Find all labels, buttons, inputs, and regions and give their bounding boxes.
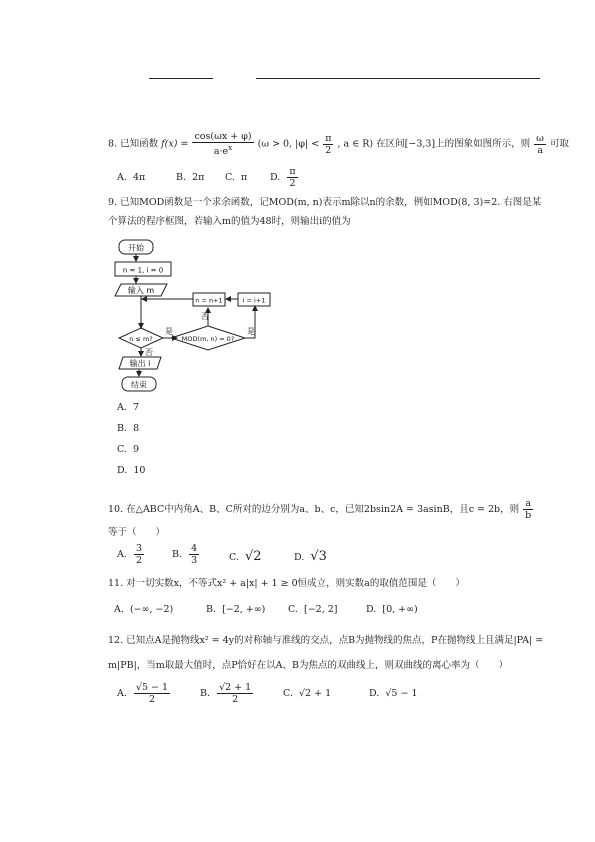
pi-numerator: π <box>325 132 332 144</box>
option-label: B. <box>172 549 183 560</box>
function-label: f(x) = <box>161 138 189 150</box>
q8-option-a <box>117 172 145 183</box>
option-label: A. <box>117 172 127 183</box>
option-value: √2 <box>245 549 262 564</box>
question-number: 10. <box>108 504 124 515</box>
option-label: C. <box>117 444 127 455</box>
denominator-exponent: x <box>228 144 233 152</box>
option-value: [0, +∞) <box>382 604 418 615</box>
question-11 <box>108 577 465 590</box>
question-text-line1: 已知MOD函数是一个求余函数，记MOD(m, n)表示m除以n的余数，例如MOD(8, 3)=2. 右图是某 <box>120 197 542 208</box>
option-value: √3 <box>310 549 327 564</box>
q9-option-d <box>117 465 145 476</box>
option-numerator: 3 <box>135 543 142 554</box>
a-over-b <box>523 498 533 521</box>
option-label: B. <box>206 604 217 615</box>
question-text-line2: m|PB|，当m取最大值时，点P恰好在以A、B为焦点的双曲线上，则双曲线的离心率为（ ） <box>108 660 509 671</box>
option-label: C. <box>288 604 298 615</box>
question-number: 8. <box>108 138 118 150</box>
input-label: 输入 m <box>127 286 155 295</box>
q11-option-c <box>288 604 338 615</box>
header-rule-right <box>256 78 540 79</box>
option-value: [−2, 2] <box>304 604 338 615</box>
question-text-line1: 已知点A是抛物线x² = 4y的对称轴与准线的交点，点B为抛物线的焦点，P在抛物线上且满足|PA| = <box>126 635 544 646</box>
ratio-numerator: ω <box>536 132 544 144</box>
q8-option-d <box>270 166 299 189</box>
question-8 <box>108 131 569 157</box>
n-inc-label: n = n+1 <box>195 296 223 305</box>
option-label: A. <box>117 688 127 699</box>
option-value: 10 <box>133 465 146 476</box>
option-fraction <box>134 682 170 705</box>
no-label-n: 否 <box>145 348 153 357</box>
fraction-denominator <box>212 143 234 157</box>
yes-label-mod: 是 <box>247 327 255 336</box>
option-fraction <box>287 166 297 189</box>
condition-text: (ω > 0, |φ| < <box>257 138 320 150</box>
no-label-mod: 否 <box>201 312 209 321</box>
q10-option-b <box>172 543 200 566</box>
pi-over-two <box>323 133 333 156</box>
q12-option-b <box>200 682 254 705</box>
option-value: 9 <box>133 444 140 455</box>
q10-option-c <box>229 549 262 564</box>
option-denominator: 3 <box>191 555 198 566</box>
option-label: B. <box>176 172 187 183</box>
q10-option-a <box>117 543 145 566</box>
option-label: A. <box>117 549 127 560</box>
option-label: B. <box>200 688 211 699</box>
q12-option-d <box>369 688 418 699</box>
ratio-denominator: a <box>537 144 543 156</box>
question-text: 已知函数 <box>120 138 159 150</box>
ratio-denominator: b <box>525 510 532 521</box>
question-12 <box>108 634 543 672</box>
option-value: 2π <box>192 172 205 183</box>
question-9 <box>108 196 541 228</box>
pi-denominator: 2 <box>325 144 332 156</box>
cond-n-label: n ≤ m? <box>129 335 153 343</box>
option-label: A. <box>117 402 127 413</box>
option-fraction <box>217 682 253 705</box>
option-label: D. <box>270 172 281 183</box>
option-numerator: π <box>289 166 296 177</box>
question-text-line2: 个算法的程序框图，若输入m的值为48时，则输出i的值为 <box>108 216 351 227</box>
option-label: A. <box>114 604 124 615</box>
q9-option-c <box>117 444 139 455</box>
option-denominator: 2 <box>148 694 156 705</box>
function-fraction <box>192 131 253 157</box>
option-label: D. <box>117 465 128 476</box>
q8-option-b <box>176 172 204 183</box>
option-denominator: 2 <box>135 555 142 566</box>
fraction-numerator: cos(ωx + φ) <box>194 131 252 142</box>
condition-end: , a ∈ R) <box>337 138 374 150</box>
q12-option-a <box>117 682 171 705</box>
question-text-end: 可取 <box>549 138 569 150</box>
option-value: √2 + 1 <box>299 688 332 699</box>
option-value: 8 <box>133 423 140 434</box>
option-label: B. <box>117 423 128 434</box>
option-denominator: 2 <box>232 694 239 705</box>
q12-option-c <box>283 688 331 699</box>
option-label: D. <box>366 604 377 615</box>
option-label: C. <box>225 172 235 183</box>
q9-option-b <box>117 423 139 434</box>
option-fraction <box>134 543 144 566</box>
omega-over-a <box>534 133 546 156</box>
ratio-numerator: a <box>525 498 532 509</box>
question-text-after: 在区间[−3,3]上的图象如图所示，则 <box>376 138 531 150</box>
q8-option-c <box>225 172 247 183</box>
question-10-line2: 等于（ ） <box>108 527 166 538</box>
option-label: C. <box>229 552 239 563</box>
option-fraction <box>189 543 199 566</box>
question-text-line1: 在△ABC中内角A、B、C所对的边分别为a、b、c，已知2bsin2A = 3asinB，且c = 2b，则 <box>126 504 520 515</box>
question-10 <box>108 498 534 521</box>
start-label: 开始 <box>128 243 144 253</box>
yes-label-n: 是 <box>165 327 173 336</box>
question-number: 12. <box>108 635 124 646</box>
question-text: 对一切实数x，不等式x² + a|x| + 1 ≥ 0恒成立，则实数a的取值范围是（ ） <box>126 578 465 589</box>
option-value: (−∞, −2) <box>129 604 174 615</box>
q10-option-d <box>294 549 327 564</box>
flowchart <box>105 238 275 393</box>
option-label: D. <box>294 552 305 563</box>
q11-option-a <box>114 604 173 615</box>
q9-option-a <box>117 402 139 413</box>
option-denominator: 2 <box>289 178 296 189</box>
option-label: D. <box>369 688 380 699</box>
q11-option-b <box>206 604 265 615</box>
option-value: √5 − 1 <box>385 688 418 699</box>
end-label: 结束 <box>131 380 147 390</box>
q11-option-d <box>366 604 418 615</box>
question-number: 11. <box>108 578 124 589</box>
i-inc-label: i = i+1 <box>242 296 266 305</box>
cond-mod-label: MOD(m, n) = 0? <box>181 335 235 343</box>
option-numerator: √5 − 1 <box>135 682 169 693</box>
option-value: π <box>241 172 248 183</box>
option-label: C. <box>283 688 293 699</box>
option-value: [−2, +∞) <box>222 604 266 615</box>
output-label: 输出 i <box>129 359 151 368</box>
denominator-base: a·e <box>213 146 229 158</box>
header-rule-left <box>149 78 213 79</box>
option-value: 7 <box>132 402 139 413</box>
option-value: 4π <box>132 172 146 183</box>
option-numerator: √2 + 1 <box>219 682 252 693</box>
init-label: n = 1, i = 0 <box>122 266 164 275</box>
option-numerator: 4 <box>191 543 198 554</box>
question-number: 9. <box>108 197 118 208</box>
